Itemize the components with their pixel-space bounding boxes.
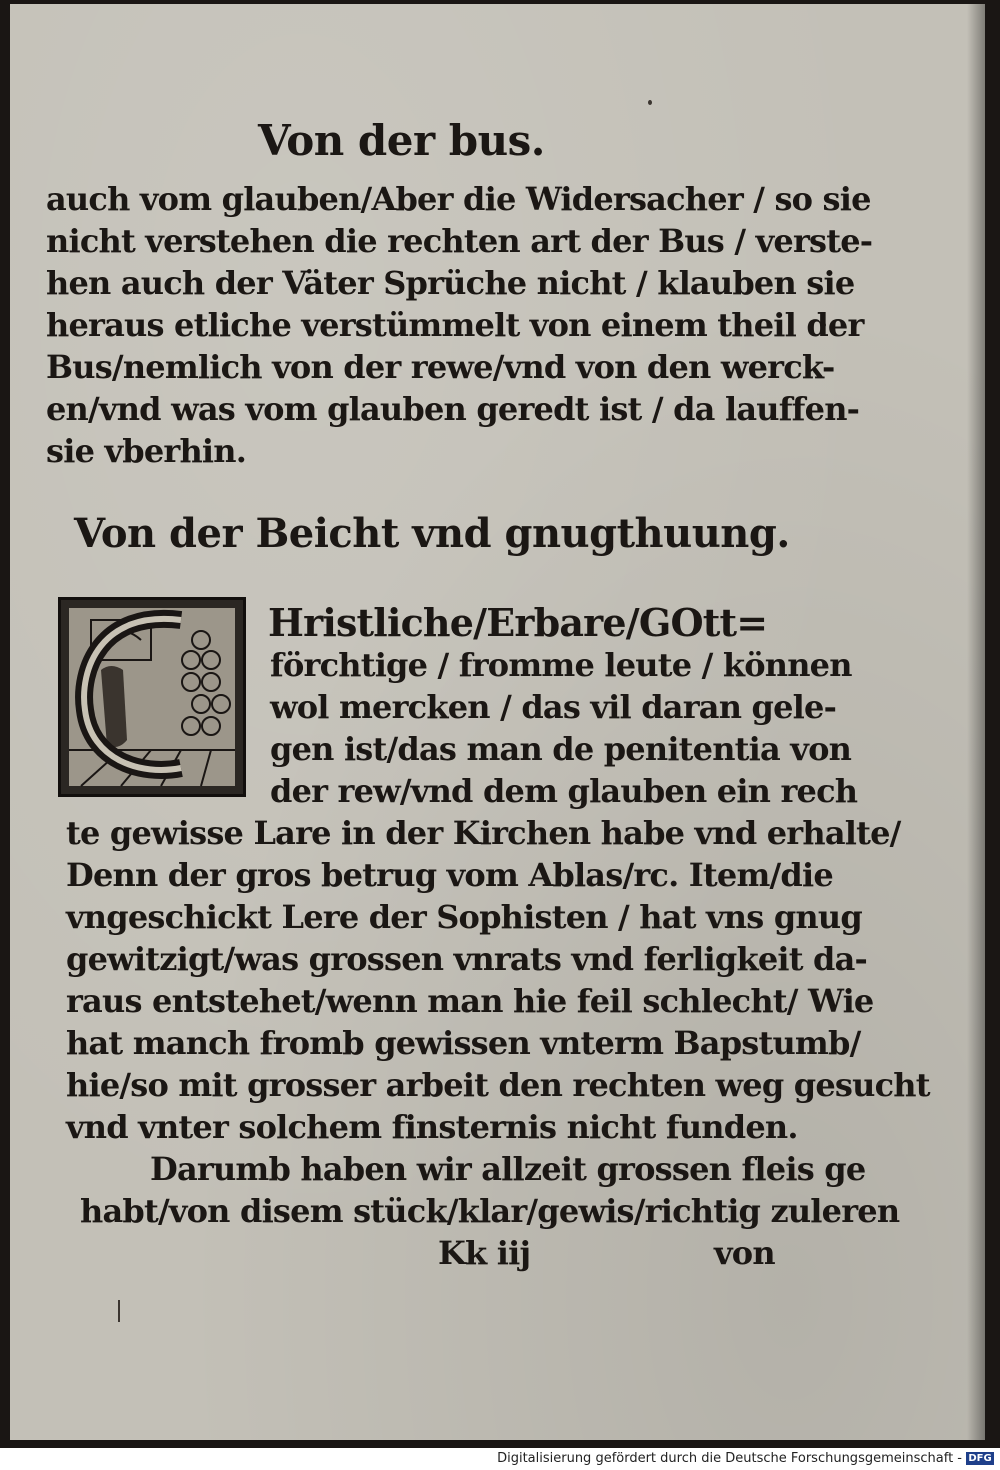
text-line: vngeschickt Lere der Sophisten / hat vns gnug [66,898,862,936]
text-line: sie vberhin. [46,432,247,470]
catchword: von [714,1234,775,1272]
dfg-logo: DFG [966,1452,994,1465]
text-line: Denn der gros betrug vom Ablas/rc. Item/die [66,856,833,894]
text-line: Bus/nemlich von der rewe/vnd von den werck- [46,348,835,386]
text-line: auch vom glauben/Aber die Widersacher / so sie [46,180,871,218]
section-heading: Von der Beicht vnd gnugthuung. [74,510,790,557]
text-line: der rew/vnd dem glauben ein rech [270,772,858,810]
text-line: Hristliche/Erbare/GOtt= [268,600,768,645]
running-head: Von der bus. [258,116,545,165]
ink-speck [648,100,652,105]
footer-credit: Digitalisierung gefördert durch die Deutsche Forschungsgemeinschaft - [497,1451,962,1466]
text-line: habt/von disem stück/klar/gewis/richtig zuleren [80,1192,900,1230]
decorated-initial-c [58,597,246,797]
signature-mark: Kk iij [438,1234,531,1272]
text-line: Darumb haben wir allzeit grossen fleis ge [150,1150,866,1188]
text-line: te gewisse Lare in der Kirchen habe vnd erhalte/ [66,814,901,852]
text-line: vnd vnter solchem finsternis nicht funden. [66,1108,798,1146]
text-line: gewitzigt/was grossen vnrats vnd ferligkeit da- [66,940,868,978]
text-line: en/vnd was vom glauben geredt ist / da lauffen- [46,390,860,428]
text-line: wol mercken / das vil daran gele- [270,688,837,726]
text-line: raus entstehet/wenn man hie feil schlecht/ Wie [66,982,874,1020]
text-line: förchtige / fromme leute / können [270,646,852,684]
text-line: hat manch fromb gewissen vnterm Bapstumb/ [66,1024,861,1062]
text-line: gen ist/das man de penitentia von [270,730,852,768]
text-line: nicht verstehen die rechten art der Bus / verste- [46,222,873,260]
text-line: hie/so mit grosser arbeit den rechten weg gesucht [66,1066,930,1104]
text-line: heraus etliche verstümmelt von einem theil der [46,306,864,344]
margin-mark [118,1300,120,1322]
text-line: hen auch der Väter Sprüche nicht / klauben sie [46,264,855,302]
page-edge-shadow [967,4,985,1440]
